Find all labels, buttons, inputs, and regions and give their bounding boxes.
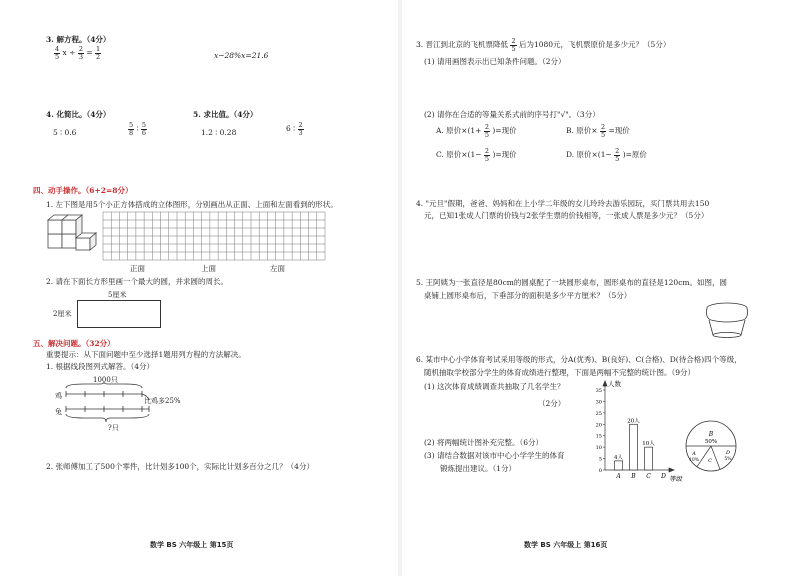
option-d[interactable]: D. 原价×(1− $\frac{2}{5}$ )=原价 xyxy=(566,147,647,163)
view-left-label: 左面 xyxy=(270,264,285,273)
equation-2: x−28%x=21.6 xyxy=(214,51,269,60)
view-front-label: 正面 xyxy=(130,264,145,273)
drawing-grid xyxy=(103,212,325,260)
right-q6-line1: 6. 某市中心小学体育考试采用等级的形式，分A(优秀)、B(良好)、C(合格)、D(待合格)四个等级， xyxy=(416,355,742,364)
bar-category-label: B xyxy=(631,473,636,480)
left-q3-heading: 3. 解方程。（4分） xyxy=(46,35,111,44)
table-cloth-image xyxy=(703,298,751,338)
section-4-heading: 四、动手操作。（6+2=8分） xyxy=(33,186,133,195)
bar-category-label: A xyxy=(616,473,621,480)
pie-slice-label: D xyxy=(725,450,731,456)
right-footer: 数学 BS 六年级上 第16页 xyxy=(524,541,608,549)
segment-unknown-label: ?只 xyxy=(108,424,119,432)
segment-diagram xyxy=(64,382,154,426)
ratio-item-2: 6 ∶ $\frac{2}{3}$ xyxy=(286,121,303,137)
rect-height-label: 2厘米 xyxy=(53,310,72,318)
option-c[interactable]: C. 原价×(1− $\frac{2}{5}$ )=现价 xyxy=(436,147,517,163)
right-q6-sub1: (1) 这次体育成绩调查共抽取了几名学生？ xyxy=(424,382,565,391)
drawing-rectangle xyxy=(77,300,161,328)
s4-q1-text: 1. 左下图是用5个小正方体搭成的立体图形，分别画出从正面、上面和左面看到的形状。 xyxy=(46,200,338,209)
right-q4-line2: 元，已知1张成人门票的价钱与2张学生票的价钱相等，一张成人票是多少元？（5分） xyxy=(424,211,709,220)
rect-width-label: 5厘米 xyxy=(108,291,127,299)
page-gutter xyxy=(398,0,402,576)
pie-slice-label: B xyxy=(708,431,714,438)
bar-chart xyxy=(585,378,682,486)
right-q3-sub2: (2) 请你在合适的等量关系式前的序号打"√"。（3分） xyxy=(424,110,600,119)
segment-total-label: 1000只 xyxy=(93,376,118,384)
bar-chart-xlabel: 等级 xyxy=(669,475,682,483)
segment-rabbit-label: 兔 xyxy=(55,408,62,416)
s5-q2-text: 2. 张师傅加工了500个零件，比计划多100个，实际比计划多百分之几？（4分） xyxy=(46,462,314,471)
option-a[interactable]: A. 原价×(1+ $\frac{2}{5}$ )=现价 xyxy=(436,123,517,139)
s5-intro: 重要提示：从下面问题中至少选择1题用列方程的方法解决。 xyxy=(46,350,246,359)
s4-q2-text: 2. 请在下面长方形里画一个最大的圆，并求圆的周长。 xyxy=(46,277,229,286)
simplify-item-2: $\frac{5}{8}$ ∶ $\frac{5}{6}$ xyxy=(129,121,147,137)
bar-chart-ytick-label: 10 xyxy=(595,445,602,452)
pie-slice-label: C xyxy=(708,458,712,464)
right-q3-sub1: (1) 请用画图表示出已知条件问题。（2分） xyxy=(424,57,566,66)
bar-category-label: C xyxy=(646,473,651,480)
bar-category-label: D xyxy=(661,473,666,480)
bar-B xyxy=(630,424,638,470)
pie-slice-value-text: 10% xyxy=(688,458,700,463)
equation-1: $\frac{4}{5}$ x ÷ $\frac{2}{3}$ = $\frac{1}{2}$ xyxy=(55,45,101,61)
bar-chart-ylabel: 人数 xyxy=(608,380,621,388)
bar-chart-ytick-label: 0 xyxy=(598,468,602,474)
bar-value-label-B: 20人 xyxy=(627,418,640,425)
section-5-heading: 五、解决问题。（32分） xyxy=(33,339,115,348)
pie-chart xyxy=(683,416,739,476)
right-q5-line1: 5. 王阿姨为一张直径是80cm的圆桌配了一块圆形桌布，圆形桌布的直径是120cm。如图，圆 xyxy=(416,278,728,287)
simplify-item-1: 5 ∶ 0.6 xyxy=(53,128,77,137)
bar-chart-ytick-label: 5 xyxy=(598,456,602,463)
pie-slice-value-text: 50% xyxy=(704,439,718,445)
segment-chicken-label: 鸡 xyxy=(55,392,62,400)
right-q6-sub2: (2) 将两幅统计图补充完整。（6分） xyxy=(424,438,544,447)
option-b[interactable]: B. 原价× $\frac{2}{5}$ =现价 xyxy=(566,123,630,139)
cube-figure xyxy=(44,212,100,258)
bar-A xyxy=(615,461,623,470)
right-q6-sub3-a: (3) 请结合数据对该市中心小学学生的体育 xyxy=(424,451,565,460)
ratio-item-1: 1.2 ∶ 0.28 xyxy=(201,128,237,137)
bar-chart-ytick-label: 20 xyxy=(595,422,602,429)
right-q6-line2: 随机抽取学校部分学生的体育成绩进行整理，下面是两幅不完整的统计图。（9分） xyxy=(424,368,696,377)
bar-chart-ytick-label: 25 xyxy=(595,410,602,417)
right-q5-line2: 桌铺上圆形桌布后，下垂部分的面积是多少平方厘米？（5分） xyxy=(424,291,632,300)
bar-C xyxy=(645,447,653,470)
bar-value-label-A: 4人 xyxy=(614,454,623,461)
segment-more-label: 比鸡多25% xyxy=(144,397,181,405)
right-q3-line1: 3. 晋江到北京的飞机票降低 $\frac{2}{5}$ 后为1080元，飞机票原价是多少元？（5分） xyxy=(416,37,671,53)
view-top-label: 上面 xyxy=(201,264,216,273)
pie-slice-value-text: 5% xyxy=(724,457,732,462)
bar-value-label-C: 10人 xyxy=(642,441,655,448)
right-q4-line1: 4. "元旦"假期，爸爸、妈妈和在上小学二年级的女儿玲玲去游乐园玩，买门票共用去150 xyxy=(416,199,710,208)
left-q5-heading: 5. 求比值。（4分） xyxy=(193,110,258,119)
bar-chart-ytick-label: 15 xyxy=(595,433,602,440)
right-q6-sub1-score: （2分） xyxy=(538,399,566,408)
s5-q1-text: 1. 根据线段图列式解答。（4分） xyxy=(46,362,155,371)
bar-chart-ytick-label: 30 xyxy=(595,399,602,406)
left-footer: 数学 BS 六年级上 第15页 xyxy=(150,541,234,549)
pie-slice-label: A xyxy=(692,451,696,457)
bar-chart-ytick-label: 35 xyxy=(595,388,602,394)
left-q4-heading: 4. 化简比。（4分） xyxy=(46,110,111,119)
right-q6-sub3-b: 锻炼提出建议。（1分） xyxy=(440,464,517,473)
